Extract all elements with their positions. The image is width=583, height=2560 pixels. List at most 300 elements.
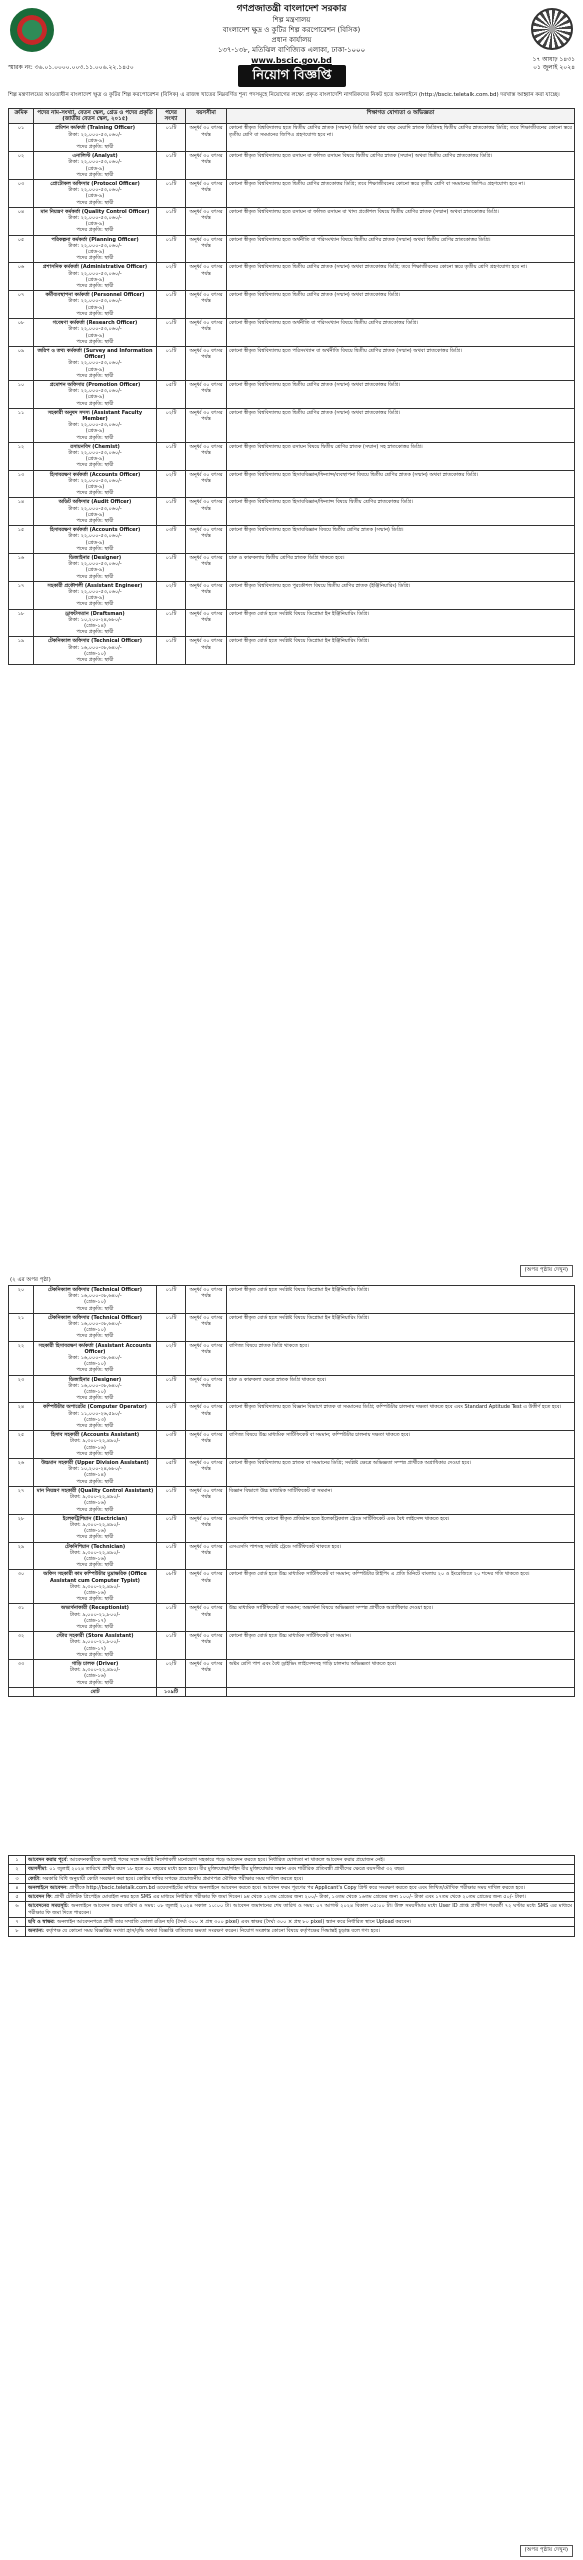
table-row: [9, 442, 575, 470]
post-name: টেকনিক্যাল অফিসার (Technical Officer): [47, 1287, 143, 1293]
instruction-text: কর্তৃপক্ষ যে কোনো সময় বিজ্ঞপ্তির সংখ্যা হ্রাস/বৃদ্ধি অথবা বিজ্ঞপ্তি বাতিলের ক্ষমতা সংরক্ষণ করেন। নিয়োগ সংক্রান্ত কোনো বিষয়ে কর্তৃপক্ষের সিদ্ধান্তই চূড়ান্ত বলে গণ্য হবে।: [45, 1928, 380, 1935]
post-count: ০২টি: [157, 1403, 186, 1431]
post-info: [34, 1375, 157, 1403]
post-sl: ১০: [9, 380, 34, 408]
post-age: অনূর্ধ্ব ৩০ বৎসর পর্যন্ত: [186, 1570, 227, 1604]
total-label: মোট: [34, 1687, 157, 1696]
post-age: অনূর্ধ্ব ৩০ বৎসর পর্যন্ত: [186, 442, 227, 470]
website-link[interactable]: www.bscic.gov.bd: [251, 56, 332, 65]
post-pay: টাকা: ২২,০০০-৫৩,০৬০/-: [68, 187, 122, 194]
post-pay: টাকা: ১৬,০০০-৩৮,৬৪০/-: [68, 1355, 122, 1362]
post-grade: (গ্রেড-১৩): [84, 1416, 106, 1423]
table-row: [9, 1431, 575, 1459]
post-sl: ১৫: [9, 526, 34, 554]
post-nature: পদের প্রকৃতি: স্থায়ী: [76, 1623, 114, 1630]
instruction-number: ৭: [9, 1918, 26, 1927]
post-name: ডিজাইনার (Designer): [68, 1376, 122, 1383]
table-row: [9, 470, 575, 498]
instruction-number: ৮: [9, 1927, 26, 1936]
table-row: [9, 152, 575, 180]
date-bangla: ১৭ আষাঢ় ১৪৩১: [532, 56, 575, 63]
post-grade: (গ্রেড-১৬): [84, 1444, 106, 1451]
post-grade: (গ্রেড-৯): [85, 193, 105, 200]
post-qualification: কোনো স্বীকৃত বিশ্ববিদ্যালয় হতে হিসাববিজ্ঞান/ফিন্যান্স/ব্যবস্থাপনা বিষয়ে দ্বিতীয় শ্রেণির স্নাতক (সম্মান) অথবা স্নাতকোত্তর ডিগ্রি।: [227, 470, 575, 498]
date-english: ০১ জুলাই ২০২৪: [533, 64, 575, 71]
post-name: অভ্যর্থনাকারী (Receptionist): [61, 1605, 129, 1612]
post-age: অনূর্ধ্ব ৩০ বৎসর পর্যন্ত: [186, 1542, 227, 1570]
post-sl: ৩৩: [9, 1659, 34, 1687]
instruction-text: প্রার্থীকে http://bscic.teletalk.com.bd ওয়েবসাইটের মাধ্যমে অনলাইনে আবেদন করতে হবে। আবেদন ফরম পূরণের পর Applicant's Copy প্রিন্ট করে সংরক্ষণ করতে হবে এবং লিখিত/মৌখিক পরীক্ষার সময় দাখিল করতে হবে।: [69, 1884, 525, 1891]
post-grade: (গ্রেড-১০): [84, 650, 106, 657]
post-count: ০২টি: [157, 408, 186, 442]
post-grade: (গ্রেড-১৬): [84, 1528, 106, 1535]
post-pay: টাকা: ২২,০০০-৫৩,০৬০/-: [68, 422, 122, 429]
post-name: কম্পিউটার অপারেটর (Computer Operator): [43, 1404, 147, 1411]
post-age: অনূর্ধ্ব ৩০ বৎসর পর্যন্ত: [186, 1341, 227, 1375]
post-name: সহকারী অনুষদ সদস্য (Assistant Faculty Member): [47, 409, 143, 422]
post-nature: পদের প্রকৃতি: স্থায়ী: [76, 1423, 114, 1430]
post-age: অনূর্ধ্ব ৩০ বৎসর পর্যন্ত: [186, 554, 227, 582]
post-count: ০১টি: [157, 1514, 186, 1542]
post-qualification: কোনো স্বীকৃত বোর্ড হতে সংশ্লিষ্ট বিষয়ে ডিপ্লোমা ইন ইঞ্জিনিয়ারিং ডিগ্রি।: [227, 609, 575, 637]
post-grade: (গ্রেড-১৬): [84, 1555, 106, 1562]
post-nature: পদের প্রকৃতি: স্থায়ী: [76, 144, 114, 151]
notice-banner: নিয়োগ বিজ্ঞপ্তি: [238, 65, 346, 87]
post-nature: পদের প্রকৃতি: স্থায়ী: [76, 199, 114, 206]
post-info: [34, 1486, 157, 1514]
post-count: ০১টি: [157, 1375, 186, 1403]
post-grade: (গ্রেড-১৪): [84, 1472, 106, 1479]
post-pay: টাকা: ২২,০০০-৫৩,০৬০/-: [68, 360, 122, 367]
post-sl: ০৪: [9, 207, 34, 235]
instruction-row: [9, 1918, 575, 1927]
post-age: অনূর্ধ্ব ৩০ বৎসর পর্যন্ত: [186, 1486, 227, 1514]
continued-note-bottom: (অপর পৃষ্ঠায় দেখুন): [520, 2545, 573, 2557]
post-grade: (গ্রেড-১৬): [84, 1589, 106, 1596]
post-qualification: কোনো স্বীকৃত বিশ্ববিদ্যালয় হতে পুরকৌশল বিষয়ে দ্বিতীয় শ্রেণির স্নাতক (ইঞ্জিনিয়ারিং) ডিগ্রি।: [227, 581, 575, 609]
post-info: [34, 263, 157, 291]
post-grade: (গ্রেড-৯): [85, 304, 105, 311]
post-count: ০১টি: [157, 235, 186, 263]
post-grade: (গ্রেড-১০): [84, 1389, 106, 1396]
post-sl: ২৯: [9, 1542, 34, 1570]
instruction-text: সরকারি বিধি অনুযায়ী কোটা সংরক্ষণ করা হবে। কোটার দাবির সপক্ষে প্রয়োজনীয় প্রমাণপত্র মৌখিক পরীক্ষার সময় দাখিল করতে হবে।: [42, 1875, 304, 1882]
post-info: [34, 1431, 157, 1459]
post-info: [34, 470, 157, 498]
table-row: [9, 1341, 575, 1375]
post-age: অনূর্ধ্ব ৩০ বৎসর পর্যন্ত: [186, 470, 227, 498]
instruction-number: ৬: [9, 1902, 26, 1918]
instruction-heading: আবেদনের সময়সূচি: [28, 1903, 68, 1910]
instruction-row: [9, 1856, 575, 1865]
instruction-row: [9, 1893, 575, 1902]
post-age: অনূর্ধ্ব ৩০ বৎসর পর্যন্ত: [186, 408, 227, 442]
post-count: ০১টি: [157, 291, 186, 319]
post-name: প্রমোশন অফিসার (Promotion Officer): [49, 381, 141, 388]
post-grade: (গ্রেড-৯): [85, 276, 105, 283]
post-qualification: কোনো স্বীকৃত বোর্ড হতে উচ্চ মাধ্যমিক সার্টিফিকেট বা সমমান; কম্পিউটার টাইপিং এ প্রতি মিনিটে বাংলায় ২০ ও ইংরেজিতে ২০ শব্দের গতি থাকতে হবে।: [227, 1570, 575, 1604]
post-sl: ২৬: [9, 1459, 34, 1487]
post-pay: টাকা: ৯,৩০০-২২,৪৯০/-: [69, 1494, 121, 1501]
post-info: [34, 291, 157, 319]
table-row: [9, 1313, 575, 1341]
post-sl: ১৯: [9, 637, 34, 665]
post-count: ০১টি: [157, 180, 186, 208]
post-info: [34, 380, 157, 408]
post-grade: (গ্রেড-১৬): [84, 1673, 106, 1680]
table-row: [9, 526, 575, 554]
post-nature: পদের প্রকৃতি: স্থায়ী: [76, 434, 114, 441]
post-nature: পদের প্রকৃতি: স্থায়ী: [76, 573, 114, 580]
post-pay: টাকা: ২২,০০০-৫৩,০৬০/-: [68, 131, 122, 138]
post-grade: (গ্রেড-৯): [85, 483, 105, 490]
post-nature: পদের প্রকৃতি: স্থায়ী: [76, 657, 114, 664]
post-grade: (গ্রেড-৯): [85, 511, 105, 518]
post-count: ০১টি: [157, 1286, 186, 1314]
post-nature: পদের প্রকৃতি: স্থায়ী: [76, 490, 114, 497]
post-info: [34, 1570, 157, 1604]
office-address: ১৩৭-১৩৮, মতিঝিল বাণিজ্যিক এলাকা, ঢাকা-১০০০: [217, 46, 366, 54]
post-nature: পদের প্রকৃতি: স্থায়ী: [76, 1596, 114, 1603]
post-name: অডিট অফিসার (Audit Officer): [58, 499, 132, 506]
post-sl: ০৮: [9, 319, 34, 347]
post-sl: ২৪: [9, 1403, 34, 1431]
post-name: ইলেকট্রিশিয়ান (Electrician): [62, 1515, 128, 1522]
post-nature: পদের প্রকৃতি: স্থায়ী: [76, 462, 114, 469]
table-row: [9, 263, 575, 291]
post-pay: টাকা: ২২,০০০-৫৩,০৬০/-: [68, 215, 122, 222]
instructions-body: [9, 1856, 575, 1937]
post-age: অনূর্ধ্ব ৩০ বৎসর পর্যন্ত: [186, 1313, 227, 1341]
instruction-text-cell: ছবি ও স্বাক্ষর: অনলাইন আবেদনপত্রে প্রার্থী তার সম্প্রতি তোলা রঙিন ছবি (দৈর্ঘ্য ৩০০ × প্রস্থ ৩০০ pixel) এবং স্বাক্ষর (দৈর্ঘ্য ৩০০ × প্রস্থ ৮০ pixel) স্ক্যান করে নির্ধারিত স্থানে Upload করবেন।: [26, 1918, 575, 1927]
post-count: ০২টি: [157, 263, 186, 291]
instruction-row: [9, 1883, 575, 1892]
post-sl: ১২: [9, 442, 34, 470]
post-pay: টাকা: ৯,৩০০-২২,৪৯০/-: [69, 1583, 121, 1590]
post-qualification: কোনো স্বীকৃত বিশ্ববিদ্যালয় হতে বিজ্ঞান বিভাগে স্নাতক বা সমমানের ডিগ্রি; কম্পিউটার চালনায় দক্ষতা থাকতে হবে এবং Standard Aptitude Test এ উত্তীর্ণ হতে হবে।: [227, 1403, 575, 1431]
instruction-number: ৫: [9, 1893, 26, 1902]
post-info: [34, 1286, 157, 1314]
organization-name: বাংলাদেশ ক্ষুদ্র ও কুটির শিল্প করপোরেশন (বিসিক): [222, 26, 361, 34]
post-sl: ১৮: [9, 609, 34, 637]
table-row: [9, 1486, 575, 1514]
post-qualification: কোনো স্বীকৃত বোর্ড হতে উচ্চ মাধ্যমিক সার্টিফিকেট বা সমমান।: [227, 1632, 575, 1660]
post-age: অনূর্ধ্ব ৩০ বৎসর পর্যন্ত: [186, 637, 227, 665]
post-nature: পদের প্রকৃতি: স্থায়ী: [76, 400, 114, 407]
post-sl: ৩২: [9, 1632, 34, 1660]
post-pay: টাকা: ১০,২০০-২৪,৬৮০/-: [68, 1466, 122, 1473]
post-sl: ২০: [9, 1286, 34, 1314]
post-grade: (গ্রেড-১৬): [84, 1500, 106, 1507]
post-info: [34, 1403, 157, 1431]
post-qualification: কোনো স্বীকৃত বিশ্ববিদ্যালয় হতে দ্বিতীয় শ্রেণির স্নাতক (সম্মান) অথবা স্নাতকোত্তর ডিগ্রি।: [227, 380, 575, 408]
post-age: অনূর্ধ্ব ৩০ বৎসর পর্যন্ত: [186, 346, 227, 380]
table-row: [9, 1286, 575, 1314]
post-grade: (গ্রেড-৯): [85, 165, 105, 172]
table-row: [9, 609, 575, 637]
post-sl: ২৮: [9, 1514, 34, 1542]
post-qualification: কোনো স্বীকৃত বিশ্ববিদ্যালয় হতে স্নাতক বা সমমানের ডিগ্রি; সংশ্লিষ্ট ক্ষেত্রে অভিজ্ঞতা সম্পন্ন প্রার্থীকে অগ্রাধিকার দেওয়া হবে।: [227, 1459, 575, 1487]
post-info: [34, 581, 157, 609]
post-grade: (গ্রেড-৯): [85, 428, 105, 435]
header-sl: ক্রমিক: [9, 109, 34, 124]
post-pay: টাকা: ২২,০০০-৫৩,০৬০/-: [68, 561, 122, 568]
table-row: [9, 408, 575, 442]
post-sl: ০৩: [9, 180, 34, 208]
post-age: অনূর্ধ্ব ৩০ বৎসর পর্যন্ত: [186, 319, 227, 347]
post-pay: টাকা: ২২,০০০-৫৩,০৬০/-: [68, 477, 122, 484]
post-sl: ৩১: [9, 1604, 34, 1632]
post-grade: (গ্রেড-১৪): [84, 623, 106, 630]
post-count: ০১টি: [157, 346, 186, 380]
post-count: ০২টি: [157, 470, 186, 498]
post-name: হিসাবরক্ষণ কর্মকর্তা (Accounts Officer): [49, 471, 141, 478]
post-nature: পদের প্রকৃতি: স্থায়ী: [76, 1450, 114, 1457]
post-info: [34, 637, 157, 665]
post-count: ০১টি: [157, 1313, 186, 1341]
post-pay: টাকা: ২২,০০০-৫৩,০৬০/-: [68, 505, 122, 512]
post-count: ০৩টি: [157, 1431, 186, 1459]
instruction-number: ১: [9, 1856, 26, 1865]
post-name: এনালিস্ট (Analyst): [72, 153, 118, 160]
post-name: জরিপ ও তথ্য কর্মকর্তা (Survey and Information Officer): [37, 347, 153, 361]
post-qualification: কোনো স্বীকৃত বিশ্ববিদ্যালয় হতে রসায়ন বা ফলিত রসায়ন বা খাদ্য প্রকৌশল বিষয়ে দ্বিতীয় শ্রেণির স্নাতক (সম্মান) অথবা স্নাতকোত্তর ডিগ্রি।: [227, 207, 575, 235]
table-row: [9, 1604, 575, 1632]
header-post: পদের নাম-সংখ্যা, বেতন স্কেল, গ্রেড ও পদের প্রকৃতি (জাতীয় বেতন স্কেল, ২০১৫): [34, 109, 157, 124]
posts-table-part1: [8, 108, 575, 665]
post-info: [34, 152, 157, 180]
post-nature: পদের প্রকৃতি: স্থায়ী: [76, 1367, 114, 1374]
post-grade: (গ্রেড-৯): [85, 221, 105, 228]
post-pay: টাকা: ২২,০০০-৫৩,০৬০/-: [68, 159, 122, 166]
post-count: ০১টি: [157, 319, 186, 347]
post-pay: টাকা: ১৬,০০০-৩৮,৬৪০/-: [68, 1382, 122, 1389]
post-pay: টাকা: ১৬,০০০-৩৮,৬৪০/-: [68, 1321, 122, 1328]
post-name: অফিস সহকারী কাম কম্পিউটার মুদ্রাক্ষরিক (Office Assistant cum Computer Typist): [43, 1571, 147, 1584]
post-info: [34, 408, 157, 442]
post-age: অনূর্ধ্ব ৩০ বৎসর পর্যন্ত: [186, 380, 227, 408]
header-qualification: শিক্ষাগত যোগ্যতা ও অভিজ্ঞতা: [227, 109, 575, 124]
post-grade: (গ্রেড-৯): [85, 539, 105, 546]
post-info: [34, 1604, 157, 1632]
instruction-text-cell: অন্যান্য: কর্তৃপক্ষ যে কোনো সময় বিজ্ঞপ্তির সংখ্যা হ্রাস/বৃদ্ধি অথবা বিজ্ঞপ্তি বাতিলের ক্ষমতা সংরক্ষণ করেন। নিয়োগ সংক্রান্ত কোনো বিষয়ে কর্তৃপক্ষের সিদ্ধান্তই চূড়ান্ত বলে গণ্য হবে।: [26, 1927, 575, 1936]
table-row: [9, 235, 575, 263]
post-pay: টাকা: ১৬,০০০-৩৮,৬৪০/-: [68, 644, 122, 651]
post-grade: (গ্রেড-৯): [85, 567, 105, 574]
post-age: অনূর্ধ্ব ৩০ বৎসর পর্যন্ত: [186, 180, 227, 208]
instruction-row: [9, 1902, 575, 1918]
post-name: হিসাব সহকারী (Accounts Assistant): [50, 1432, 140, 1439]
table-row: [9, 207, 575, 235]
post-nature: পদের প্রকৃতি: স্থায়ী: [76, 1478, 114, 1485]
post-count: ০১টি: [157, 1604, 186, 1632]
post-name: গবেষণা কর্মকর্তা (Research Officer): [52, 320, 138, 327]
instruction-text-cell: আবেদন ফি: প্রার্থী টেলিটক প্রিপেইড মোবাইল নম্বর হতে SMS এর মাধ্যমে নির্ধারিত পরীক্ষার ফি জমা দিবেন। ৯ম থেকে ১২তম গ্রেডের জন্য ২০০/- টাকা, ১৩তম থেকে ১৬তম গ্রেডের জন্য ১০০/- টাকা এবং ১৭তম থেকে ২০তম গ্রেডের জন্য ৫০/- টাকা।: [26, 1893, 575, 1902]
post-info: [34, 124, 157, 152]
post-sl: ১১: [9, 408, 34, 442]
post-nature: পদের প্রকৃতি: স্থায়ী: [76, 1534, 114, 1541]
post-sl: ৩০: [9, 1570, 34, 1604]
post-grade: (গ্রেড-৯): [85, 595, 105, 602]
table-row: [9, 319, 575, 347]
post-info: [34, 180, 157, 208]
post-grade: (গ্রেড-১০): [84, 1299, 106, 1306]
table-row: [9, 1514, 575, 1542]
post-name: কর্মীব্যবস্থাপনা কর্মকর্তা (Personnel Officer): [45, 292, 145, 299]
post-age: অনূর্ধ্ব ৩০ বৎসর পর্যন্ত: [186, 1375, 227, 1403]
post-age: অনূর্ধ্ব ৩০ বৎসর পর্যন্ত: [186, 1286, 227, 1314]
post-qualification: কোনো স্বীকৃত বিশ্ববিদ্যালয় হতে অর্থনীতি বা পরিসংখ্যান বিষয়ে দ্বিতীয় শ্রেণির স্নাতক (সম্মান) অথবা দ্বিতীয় শ্রেণির স্নাতকোত্তর ডিগ্রি।: [227, 235, 575, 263]
post-qualification: কোনো স্বীকৃত বোর্ড হতে সংশ্লিষ্ট বিষয়ে ডিপ্লোমা ইন ইঞ্জিনিয়ারিং ডিগ্রি।: [227, 1286, 575, 1314]
post-qualification: চারু ও কারুকলায় দ্বিতীয় শ্রেণির স্নাতক ডিগ্রি থাকতে হবে।: [227, 554, 575, 582]
instruction-number: ৩: [9, 1874, 26, 1883]
instruction-text-cell: আবেদন করার পূর্বে: আবেদনকারীকে অবশ্যই পদের সঙ্গে সংশ্লিষ্ট নির্দেশাবলী মনোযোগ সহকারে পড়ে আবেদন করতে হবে। নির্ধারিত যোগ্যতা না থাকলে আবেদন করার প্রয়োজন নেই।: [26, 1856, 575, 1865]
post-qualification: কোনো স্বীকৃত বোর্ড হতে সংশ্লিষ্ট বিষয়ে ডিপ্লোমা ইন ইঞ্জিনিয়ারিং ডিগ্রি।: [227, 1313, 575, 1341]
post-name: রসায়নবিদ (Chemist): [70, 443, 120, 450]
government-seal-icon: [10, 8, 54, 52]
post-sl: ০২: [9, 152, 34, 180]
post-qualification: অষ্টম শ্রেণি পাশ এবং বৈধ ড্রাইভিং লাইসেন্সসহ গাড়ি চালনায় অভিজ্ঞতা থাকতে হবে।: [227, 1659, 575, 1687]
total-value: ১০৯টি: [157, 1687, 186, 1696]
post-nature: পদের প্রকৃতি: স্থায়ী: [76, 545, 114, 552]
post-sl: ০৯: [9, 346, 34, 380]
notice-date: [532, 56, 575, 72]
instruction-row: [9, 1874, 575, 1883]
post-age: অনূর্ধ্ব ৩০ বৎসর পর্যন্ত: [186, 124, 227, 152]
table-row: [9, 1659, 575, 1687]
table-row: [9, 346, 575, 380]
office-name: প্রধান কার্যালয়: [271, 36, 312, 44]
post-name: মান নিয়ন্ত্রণ কর্মকর্তা (Quality Control Officer): [40, 208, 150, 215]
post-qualification: চারু ও কারুকলা ক্ষেত্রে স্নাতক ডিগ্রি থাকতে হবে।: [227, 1375, 575, 1403]
post-info: [34, 1313, 157, 1341]
post-count: ০১টি: [157, 152, 186, 180]
post-nature: পদের প্রকৃতি: স্থায়ী: [76, 1679, 114, 1686]
post-nature: পদের প্রকৃতি: স্থায়ী: [76, 1562, 114, 1569]
post-sl: ১৬: [9, 554, 34, 582]
post-qualification: উচ্চ মাধ্যমিক সার্টিফিকেট বা সমমান; অভ্যর্থনা বিষয়ে অভিজ্ঞতা সম্পন্ন প্রার্থীকে অগ্রাধিকার দেওয়া হবে।: [227, 1604, 575, 1632]
post-nature: পদের প্রকৃতি: স্থায়ী: [76, 1651, 114, 1658]
table-row: [9, 637, 575, 665]
instruction-heading: ছবি ও স্বাক্ষর: [28, 1919, 54, 1926]
post-nature: পদের প্রকৃতি: স্থায়ী: [76, 1333, 114, 1340]
post-sl: ১৩: [9, 470, 34, 498]
post-nature: পদের প্রকৃতি: স্থায়ী: [76, 227, 114, 234]
post-age: অনূর্ধ্ব ৩০ বৎসর পর্যন্ত: [186, 1514, 227, 1542]
post-nature: পদের প্রকৃতি: স্থায়ী: [76, 629, 114, 636]
table-header-row: [9, 109, 575, 124]
post-name: পরিকল্পনা কর্মকর্তা (Planning Officer): [51, 236, 139, 243]
post-pay: টাকা: ৯,৩০০-২২,৪৯০/-: [69, 1667, 121, 1674]
post-qualification: কোনো স্বীকৃত বিশ্ববিদ্যালয় হতে হিসাববিজ্ঞান/ফিন্যান্স বিষয়ে দ্বিতীয় শ্রেণির স্নাতকোত্তর ডিগ্রি।: [227, 498, 575, 526]
post-sl: ০৬: [9, 263, 34, 291]
post-info: [34, 554, 157, 582]
post-count: ০১টি: [157, 442, 186, 470]
post-age: অনূর্ধ্ব ৩০ বৎসর পর্যন্ত: [186, 526, 227, 554]
posts-table-body: [9, 1286, 575, 1688]
instruction-text: প্রার্থী টেলিটক প্রিপেইড মোবাইল নম্বর হতে SMS এর মাধ্যমে নির্ধারিত পরীক্ষার ফি জমা দিবেন। ৯ম থেকে ১২তম গ্রেডের জন্য ২০০/- টাকা, ১৩তম থেকে ১৬তম গ্রেডের জন্য ১০০/- টাকা এবং ১৭তম থেকে ২০তম গ্রেডের জন্য ৫০/- টাকা।: [54, 1894, 526, 1901]
memo-number: স্মারক নং: ৩৬.০১.০০০০.০০৩.১১.০০৬.২২.১৪৫০: [8, 64, 134, 71]
instruction-row: [9, 1865, 575, 1874]
post-sl: ২২: [9, 1341, 34, 1375]
post-age: অনূর্ধ্ব ৩০ বৎসর পর্যন্ত: [186, 1403, 227, 1431]
post-qualification: কোনো স্বীকৃত বিশ্ববিদ্যালয় হতে অর্থনীতি বা পরিসংখ্যান বিষয়ে দ্বিতীয় শ্রেণির স্নাতকোত্তর ডিগ্রি।: [227, 319, 575, 347]
post-grade: (গ্রেড-১৭): [84, 1645, 106, 1652]
post-count: ০২টি: [157, 1341, 186, 1375]
instruction-number: ২: [9, 1865, 26, 1874]
post-info: [34, 1542, 157, 1570]
instruction-row: [9, 1927, 575, 1936]
post-pay: টাকা: ২২,০০০-৫৩,০৬০/-: [68, 533, 122, 540]
post-qualification: বিজ্ঞান বিভাগে উচ্চ মাধ্যমিক সার্টিফিকেট বা সমমান।: [227, 1486, 575, 1514]
post-age: অনূর্ধ্ব ৩০ বৎসর পর্যন্ত: [186, 1459, 227, 1487]
post-nature: পদের প্রকৃতি: স্থায়ী: [76, 310, 114, 317]
post-info: [34, 1514, 157, 1542]
post-age: অনূর্ধ্ব ৩০ বৎসর পর্যন্ত: [186, 263, 227, 291]
continued-note: (অপর পৃষ্ঠায় দেখুন): [520, 1265, 573, 1277]
post-grade: (গ্রেড-৯): [85, 137, 105, 144]
table-row: [9, 1542, 575, 1570]
post-qualification: কোনো স্বীকৃত বিশ্ববিদ্যালয় হতে দ্বিতীয় শ্রেণির স্নাতক (সম্মান) অথবা স্নাতকোত্তর ডিগ্রি; তবে শিক্ষাজীবনের কোনো স্তরে তৃতীয় শ্রেণি গ্রহণযোগ্য হবে না।: [227, 263, 575, 291]
post-age: অনূর্ধ্ব ৩০ বৎসর পর্যন্ত: [186, 207, 227, 235]
post-qualification: কোনো স্বীকৃত বিশ্ববিদ্যালয় হতে দ্বিতীয় শ্রেণির স্নাতক (সম্মান) ডিগ্রি অথবা চার বছর মেয়াদি স্নাতক ডিগ্রিসহ দ্বিতীয় শ্রেণির স্নাতকোত্তর ডিগ্রি; তবে শিক্ষাজীবনের কোনো স্তরে তৃতীয় শ্রেণি বা সমমানের জিপিএ গ্রহণযোগ্য হবে না।: [227, 124, 575, 152]
instruction-number: ৪: [9, 1883, 26, 1892]
post-age: অনূর্ধ্ব ৩০ বৎসর পর্যন্ত: [186, 1604, 227, 1632]
post-sl: ০৭: [9, 291, 34, 319]
header-count: পদের সংখ্যা: [157, 109, 186, 124]
post-pay: টাকা: ১৬,০০০-৩৮,৬৪০/-: [68, 1293, 122, 1300]
post-grade: (গ্রেড-১০): [84, 1361, 106, 1368]
post-name: প্রশাসনিক কর্মকর্তা (Administrative Officer): [42, 264, 148, 271]
post-name: সহকারী প্রকৌশলী (Assistant Engineer): [47, 582, 143, 589]
post-count: ০১টি: [157, 1486, 186, 1514]
post-name: উচ্চমান সহকারী (Upper Division Assistant): [41, 1460, 149, 1467]
post-sl: ২৩: [9, 1375, 34, 1403]
post-info: [34, 207, 157, 235]
post-name: স্টোর সহকারী (Store Assistant): [56, 1633, 134, 1640]
bscic-logo-icon: [531, 8, 573, 50]
post-pay: টাকা: ২২,০০০-৫৩,০৬০/-: [68, 298, 122, 305]
post-grade: (গ্রেড-৯): [85, 249, 105, 256]
post-pay: টাকা: ২২,০০০-৫৩,০৬০/-: [68, 449, 122, 456]
post-qualification: কোনো স্বীকৃত বিশ্ববিদ্যালয় হতে দ্বিতীয় শ্রেণির স্নাতক (সম্মান) অথবা স্নাতকোত্তর ডিগ্রি।: [227, 408, 575, 442]
post-info: [34, 442, 157, 470]
post-name: প্রমিশন কর্মকর্তা (Training Officer): [54, 125, 136, 132]
post-nature: পদের প্রকৃতি: স্থায়ী: [76, 601, 114, 608]
post-nature: পদের প্রকৃতি: স্থায়ী: [76, 1305, 114, 1312]
ministry-name: শিল্প মন্ত্রণালয়: [272, 16, 311, 24]
post-pay: টাকা: ২২,০০০-৫৩,০৬০/-: [68, 589, 122, 596]
post-qualification: কোনো স্বীকৃত বিশ্ববিদ্যালয় হতে পরিসংখ্যান বা অর্থনীতি বিষয়ে দ্বিতীয় শ্রেণির স্নাতক (সম্মান) অথবা স্নাতকোত্তর ডিগ্রি।: [227, 346, 575, 380]
post-count: ০১টি: [157, 124, 186, 152]
instruction-text-cell: কোটা: সরকারি বিধি অনুযায়ী কোটা সংরক্ষণ করা হবে। কোটার দাবির সপক্ষে প্রয়োজনীয় প্রমাণপত্র মৌখিক পরীক্ষার সময় দাখিল করতে হবে।: [26, 1874, 575, 1883]
post-grade: (গ্রেড-৯): [85, 456, 105, 463]
table-row: [9, 1375, 575, 1403]
post-name: ডিজাইনার (Designer): [68, 555, 122, 561]
post-pay: টাকা: ৯,০০০-২১,৮০০/-: [69, 1611, 121, 1618]
post-pay: টাকা: ২২,০০০-৫৩,০৬০/-: [68, 270, 122, 277]
post-nature: পদের প্রকৃতি: স্থায়ী: [76, 372, 114, 379]
post-name: মান নিয়ন্ত্রণ সহকারী (Quality Control Assistant): [36, 1487, 154, 1494]
post-count: ০১টি: [157, 498, 186, 526]
post-count: ০৫টি: [157, 380, 186, 408]
instruction-text: অনলাইনে আবেদন শুরুর তারিখ ও সময়: ০৮ জুলাই ২০২৪ সকাল ১০:০০ টা। আবেদন জমাদানের শেষ তারিখ ও সময়: ০৭ আগস্ট ২০২৪ বিকাল ০৫:০০ টা। উক্ত সময়সীমার মধ্যে User ID প্রাপ্ত প্রার্থীগণ পরবর্তী ৭২ ঘণ্টার মধ্যে SMS এর মাধ্যমে পরীক্ষার ফি জমা দিতে পারবেন।: [28, 1903, 572, 1916]
post-info: [34, 1632, 157, 1660]
post-grade: (গ্রেড-৯): [85, 332, 105, 339]
post-age: অনূর্ধ্ব ৩০ বৎসর পর্যন্ত: [186, 609, 227, 637]
post-info: [34, 319, 157, 347]
post-age: অনূর্ধ্ব ৩০ বৎসর পর্যন্ত: [186, 1632, 227, 1660]
